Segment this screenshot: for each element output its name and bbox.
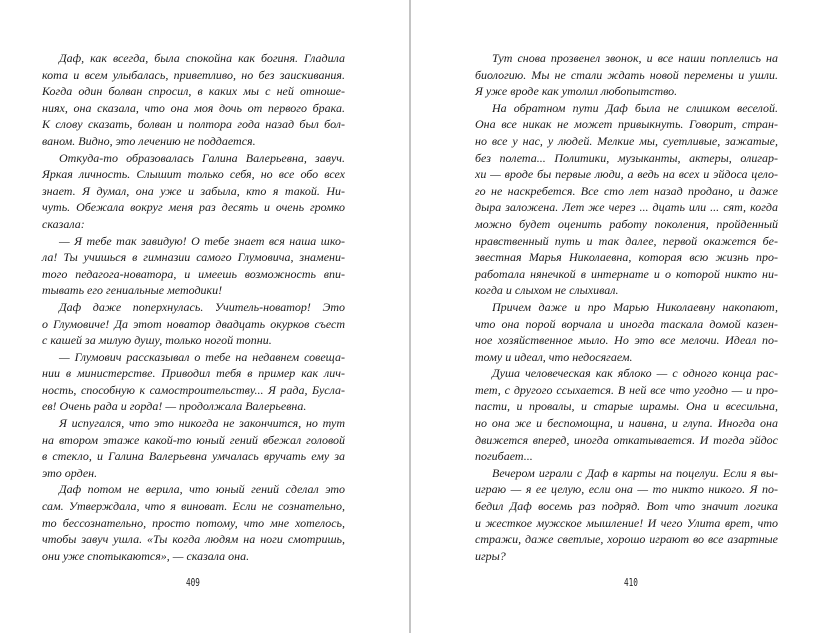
text-line: биологию. Мы не стали ждать новой перемены и ушли.: [475, 67, 778, 82]
page-number-left: 409: [185, 576, 200, 589]
text-line: Я испугался, что это никогда не закончится, но тут: [59, 416, 345, 431]
text-line: Яркая личность. Слышит только себя, но все обо всех: [42, 167, 345, 182]
text-line: ла! Ты учишься в гимназии самого Глумовича, знамени-: [42, 250, 345, 265]
paragraph: [475, 299, 778, 365]
text-line: тому и идеал, что недосягаем.: [475, 349, 633, 364]
paragraph: [475, 465, 778, 565]
text-line: с кашей за милую душу, только ногой топни.: [42, 333, 272, 348]
text-line: Душа человеческая как яблоко — с одного конца рас-: [492, 366, 778, 381]
text-line: — Глумович рассказывал о тебе на недавнем совеща-: [59, 349, 345, 364]
text-line: играю — я ее целую, если она — то никто никого. Я по-: [475, 482, 778, 497]
text-line: можно будет оценить работу поколения, пройденный: [475, 216, 778, 231]
text-line: и жесткое мужское мышление! И чего Улита врет, что: [475, 515, 778, 530]
text-line: дыра заложена. Лет же через ... дцать или ... сят, когда: [475, 200, 778, 215]
right-page-text: [475, 50, 778, 564]
text-line: что она порой ворчала и иногда таскала домой казен-: [475, 316, 778, 331]
text-line: ность, способную к самостроительству... Я рада, Бусла-: [42, 382, 345, 397]
text-line: погибает...: [475, 449, 533, 464]
page-number-right: 410: [623, 576, 638, 589]
text-line: кота и всем улыбалась, приветливо, но без заискивания.: [42, 67, 345, 82]
text-line: на втором этаже какой-то юный гений вбежал головой: [42, 432, 345, 447]
paragraph: [475, 365, 778, 465]
book-spine-divider: [409, 0, 411, 633]
text-line: Тут снова прозвенел звонок, и все наши поплелись на: [492, 51, 778, 65]
text-line: но она же и беспомощна, и наивна, и глупа. Иногда она: [475, 416, 778, 431]
text-line: стражи, даже светлые, хорошо играют во все азартные: [475, 532, 778, 547]
paragraph: [475, 50, 778, 100]
text-line: нравственный путь и так далее, первой окажется бе-: [475, 233, 778, 248]
text-line: Даф, как всегда, была спокойна как богиня. Гладила: [59, 51, 345, 65]
text-line: работала нянечкой в интернате и о которой никто ни-: [475, 266, 778, 281]
text-line: Даф даже поперхнулась. Учитель-новатор! Это: [59, 299, 345, 314]
text-line: игры?: [475, 548, 506, 563]
paragraph: [42, 415, 345, 481]
paragraph: [42, 233, 345, 299]
left-page-text: [42, 50, 345, 564]
text-line: ниях, она сказала, что она моя дочь от первого брака.: [42, 100, 345, 115]
text-line: хи — вроде бы первые люди, а ведь на всех и эйдоса цело-: [475, 167, 778, 182]
text-line: тывать его гениальные методики!: [42, 283, 223, 298]
text-line: в стекло, и Галина Валерьевна умчалась вручать ему за: [42, 449, 345, 464]
text-line: — Я тебе так завидую! О тебе знает вся наша шко-: [59, 233, 345, 248]
text-line: ев! Очень рада и горда! — продолжала Валерьевна.: [42, 399, 307, 414]
text-line: ваном. Видно, это лечению не поддается.: [42, 133, 256, 148]
paragraph: [42, 150, 345, 233]
text-line: то бессознательно, просто потому, что мне хотелось,: [42, 515, 345, 530]
text-line: Она все никак не может привыкнуть. Говорит, стран-: [475, 117, 778, 132]
paragraph: [42, 349, 345, 415]
text-line: когда и слыхом не слыхивал.: [475, 283, 619, 298]
text-line: это орден.: [42, 465, 98, 480]
text-line: они уже спотыкаются», — сказала она.: [42, 548, 250, 563]
text-line: Даф потом не верила, что юный гений сделал это: [59, 482, 345, 497]
text-line: сам. Утверждала, что я виноват. Если не сознательно,: [42, 499, 345, 514]
text-line: Я уже вроде как утолил любопытство.: [475, 84, 678, 99]
text-line: го не наскребется. Все сто лет назад продано, и даже: [475, 183, 778, 198]
text-line: Причем даже и про Марью Николаевну накопают,: [492, 299, 778, 314]
paragraph: [42, 50, 345, 150]
text-line: нии в министерстве. Приводил тебя в пример как лич-: [42, 366, 345, 381]
text-line: тет, с другого ссыхается. В ней все что угодно — и про-: [475, 382, 778, 397]
text-line: ное хозяйственное мыло. Но это все мелочи. Идеал по-: [475, 333, 778, 348]
text-line: Вечером играли с Даф в карты на поцелуи. Если я вы-: [492, 465, 778, 480]
text-line: На обратном пути Даф была не слишком веселой.: [492, 100, 778, 115]
text-line: Когда один болван спросил, в каких мы с ней отноше-: [42, 84, 345, 99]
text-line: Откуда-то образовалась Галина Валерьевна, завуч.: [59, 150, 345, 165]
paragraph: [42, 481, 345, 564]
text-line: знает. Я думал, она уже и забыла, кто я такой. Ни-: [42, 183, 345, 198]
text-line: К слову сказать, болван и полтора года назад был бол-: [42, 117, 345, 132]
text-line: без полета... Политики, музыканты, актеры, олигар-: [475, 150, 778, 165]
text-line: того педагога-новатора, и имеешь возможность впи-: [42, 266, 345, 281]
text-line: пасти, и провалы, и старые шрамы. Она и всесильна,: [475, 399, 778, 414]
text-line: бедил Даф восемь раз подряд. Вот что значит логика: [475, 499, 778, 514]
text-line: о Глумовиче! Да этот новатор двадцать окурков съест: [42, 316, 345, 331]
text-line: сказала:: [42, 216, 85, 231]
text-line: движется вперед, иногда откатывается. И тогда эйдос: [475, 432, 778, 447]
text-line: чуть. Обежала вокруг меня раз десять и очень громко: [42, 200, 345, 215]
text-line: звестная Марья Николаевна, которая всю жизнь про-: [475, 250, 778, 265]
paragraph: [42, 299, 345, 349]
paragraph: [475, 100, 778, 299]
text-line: но все у нас, у людей. Мелкие мы, суетливые, зажатые,: [475, 133, 778, 148]
text-line: чтобы завуч ушла. «Ты когда людям на ноги смотришь,: [42, 532, 345, 547]
